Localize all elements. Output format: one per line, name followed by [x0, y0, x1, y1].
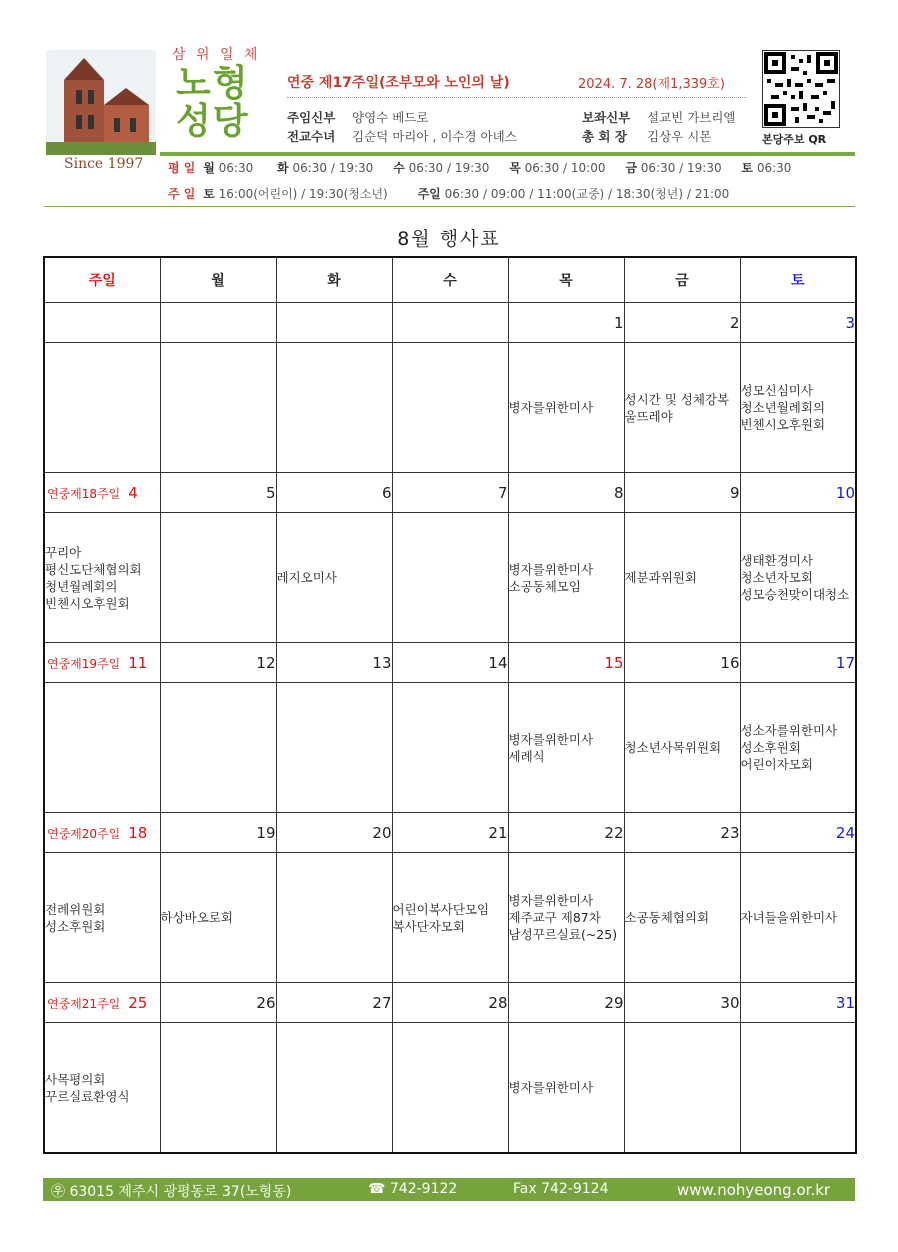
event-item: 병자를위한미사 [508, 893, 594, 908]
event-cell [740, 683, 856, 813]
sunday-label: 연중제20주일 [47, 826, 121, 841]
event-cell [624, 513, 740, 643]
footer-address: ㉾ 63015 제주시 광평동로 37(노형동) [51, 1184, 292, 1200]
sisters-names: 김순덕 마리아 , 이수경 아녜스 [352, 129, 517, 144]
day-number: 15 [508, 643, 624, 683]
event-cell [392, 683, 508, 813]
event-cell [508, 683, 624, 813]
qr-code-image[interactable] [762, 50, 840, 128]
events-row [44, 683, 856, 813]
event-cell [392, 853, 508, 983]
day-number [160, 303, 276, 343]
qr-caption: 본당주보 QR [762, 133, 827, 146]
event-item: 성소후원회 [45, 918, 106, 934]
day-number: 13 [276, 643, 392, 683]
event-item: 병자를위한미사 [508, 731, 594, 747]
church-name-line1: 노형 [176, 63, 250, 104]
sunday-cell [44, 813, 160, 853]
footer-fax: Fax 742-9124 [513, 1181, 609, 1197]
event-item: 사목평의회 [45, 1071, 106, 1087]
events-row [44, 1023, 856, 1154]
sunday-label: 연중제18주일 [47, 486, 121, 501]
day-number: 24 [740, 813, 856, 853]
event-cell [508, 853, 624, 983]
event-item: 꾸리아 [45, 544, 82, 560]
event-cell [508, 513, 624, 643]
event-item: 생태환경미사 [740, 553, 813, 568]
event-item: 레지오미사 [276, 570, 337, 585]
event-cell [392, 1023, 508, 1154]
footer-bar [43, 1178, 855, 1201]
weekday-header: 주일 [44, 257, 160, 303]
day-number: 16 [624, 643, 740, 683]
weekday-header: 금 [624, 257, 740, 303]
weekday-header: 목 [508, 257, 624, 303]
since-text: Since 1997 [64, 156, 144, 172]
event-cell [44, 853, 160, 983]
sunday-cell [44, 643, 160, 683]
weekday-header: 토 [740, 257, 856, 303]
day-number: 6 [276, 473, 392, 513]
day-number: 17 [740, 643, 856, 683]
church-name-line2: 성당 [176, 101, 250, 142]
day-number: 7 [392, 473, 508, 513]
footer-phone: ☎ 742-9122 [368, 1181, 458, 1197]
events-row [44, 343, 856, 473]
event-cell [624, 853, 740, 983]
event-cell [276, 343, 392, 473]
date-row [44, 303, 856, 343]
event-item: 병자를위한미사 [508, 400, 594, 415]
day-number: 26 [160, 983, 276, 1023]
dotted-divider [287, 97, 747, 98]
event-cell [508, 1023, 624, 1154]
day-number: 5 [160, 473, 276, 513]
day-number: 19 [160, 813, 276, 853]
sunday-label: 연중제19주일 [47, 656, 121, 671]
day-number: 27 [276, 983, 392, 1023]
event-item: 빈첸시오후원회 [740, 417, 826, 432]
event-cell [740, 343, 856, 473]
event-cell [624, 1023, 740, 1154]
event-item: 하상바오로회 [160, 910, 233, 925]
event-cell [44, 683, 160, 813]
events-row [44, 513, 856, 643]
day-number: 11 [128, 653, 148, 672]
president-label: 총 회 장 [582, 129, 627, 144]
event-cell [624, 343, 740, 473]
day-number: 30 [624, 983, 740, 1023]
event-cell [44, 1023, 160, 1154]
event-item: 평신도단체협의회 [45, 561, 142, 577]
event-cell [160, 513, 276, 643]
event-item: 복사단자모회 [392, 918, 465, 934]
pastor-name: 양영수 베드로 [352, 110, 429, 125]
event-item: 전례위원회 [45, 901, 106, 917]
day-number [44, 303, 160, 343]
event-item: 청소년월례회의 [740, 400, 826, 415]
day-number: 28 [392, 983, 508, 1023]
event-item: 병자를위한미사 [508, 1080, 594, 1095]
event-item: 자녀들을위한미사 [740, 910, 838, 925]
day-number: 12 [160, 643, 276, 683]
day-number [276, 303, 392, 343]
day-number: 31 [740, 983, 856, 1023]
trinity-text: 삼 위 일 체 [172, 47, 261, 63]
event-item: 꾸르실료환영식 [45, 1088, 130, 1104]
event-item: 병자를위한미사 [508, 561, 594, 577]
event-item: 소공동체협의회 [624, 910, 710, 925]
sunday-mass-schedule: 주 일 토 16:00(어린이) / 19:30(청소년) 주일 06:30 / 09:00 / 11:00(교중) / 18:30(청년) / 21:00 [168, 187, 730, 201]
event-cell [276, 853, 392, 983]
event-cell [392, 513, 508, 643]
event-item: 제분과위원회 [624, 570, 697, 585]
day-number: 4 [128, 483, 138, 502]
weekday-header: 화 [276, 257, 392, 303]
day-number: 29 [508, 983, 624, 1023]
day-number: 14 [392, 643, 508, 683]
event-cell [276, 683, 392, 813]
assistant-name: 설교빈 가브리엘 [647, 110, 736, 125]
events-row [44, 853, 856, 983]
event-cell [392, 343, 508, 473]
weekday-mass-schedule: 평 일 월 06:30 화 06:30 / 19:30 수 06:30 / 19:30 목 06:30 / 10:00 금 06:30 / 19:30 토 06:30 [168, 161, 792, 175]
event-item: 소공동체모임 [508, 578, 581, 594]
day-number: 9 [624, 473, 740, 513]
event-cell [740, 1023, 856, 1154]
weekday-label: 평 일 [168, 161, 196, 175]
sunday-label: 주 일 [168, 187, 196, 201]
event-item: 청소년사목위원회 [624, 740, 722, 755]
day-number: 20 [276, 813, 392, 853]
event-cell [740, 853, 856, 983]
event-cell [624, 683, 740, 813]
date-row [44, 983, 856, 1023]
event-cell [508, 343, 624, 473]
day-number: 25 [128, 993, 148, 1012]
event-item: 제주교구 제87차 [508, 910, 601, 925]
pastor-label: 주임신부 [287, 110, 336, 125]
month-title: 8월 행사표 [397, 228, 501, 250]
day-number: 18 [128, 823, 148, 842]
president-name: 김상우 시몬 [647, 129, 712, 144]
sunday-cell [44, 473, 160, 513]
day-number: 10 [740, 473, 856, 513]
footer-website[interactable]: www.nohyeong.or.kr [677, 1181, 831, 1199]
event-item: 성소자를위한미사 [740, 723, 838, 738]
event-item: 성모승천맞이대청소 [740, 587, 850, 602]
event-item: 어린이복사단모임 [392, 901, 490, 917]
issue-date: 2024. 7. 28(제1,339호) [578, 77, 725, 92]
event-cell [160, 343, 276, 473]
day-number: 21 [392, 813, 508, 853]
event-cell [160, 683, 276, 813]
event-item: 어린이자모회 [740, 757, 813, 772]
church-building-image [46, 50, 156, 155]
event-cell [44, 343, 160, 473]
event-item: 성모신심미사 [740, 383, 813, 398]
day-number: 2 [624, 303, 740, 343]
event-cell [160, 853, 276, 983]
weekday-header-row [44, 257, 856, 303]
event-item: 성시간 및 성체강복 [624, 391, 730, 407]
event-cell [276, 513, 392, 643]
date-row [44, 473, 856, 513]
event-cell [740, 513, 856, 643]
header-green-bar [160, 152, 855, 156]
event-calendar [43, 256, 857, 1154]
bulletin-title: 연중 제17주일(조부모와 노인의 날) [287, 75, 510, 91]
day-number: 22 [508, 813, 624, 853]
event-item: 남성꾸르실료(~25) [508, 927, 618, 942]
day-number: 1 [508, 303, 624, 343]
event-item: 청소년자모회 [740, 570, 813, 585]
sunday-label: 연중제21주일 [47, 996, 121, 1011]
header-bottom-rule [44, 206, 855, 207]
date-row [44, 643, 856, 683]
sisters-label: 전교수녀 [287, 129, 336, 144]
event-cell [160, 1023, 276, 1154]
event-item: 세례식 [508, 748, 545, 764]
event-cell [44, 513, 160, 643]
day-number [392, 303, 508, 343]
event-item: 성소후원회 [740, 740, 801, 755]
day-number: 8 [508, 473, 624, 513]
event-item: 빈첸시오후원회 [45, 595, 130, 611]
assistant-label: 보좌신부 [582, 110, 631, 125]
event-cell [276, 1023, 392, 1154]
event-item: 청년월례회의 [45, 578, 118, 594]
day-number: 23 [624, 813, 740, 853]
day-number: 3 [740, 303, 856, 343]
sunday-cell [44, 983, 160, 1023]
date-row [44, 813, 856, 853]
weekday-header: 수 [392, 257, 508, 303]
event-item: 울뜨레야 [624, 408, 673, 424]
weekday-header: 월 [160, 257, 276, 303]
